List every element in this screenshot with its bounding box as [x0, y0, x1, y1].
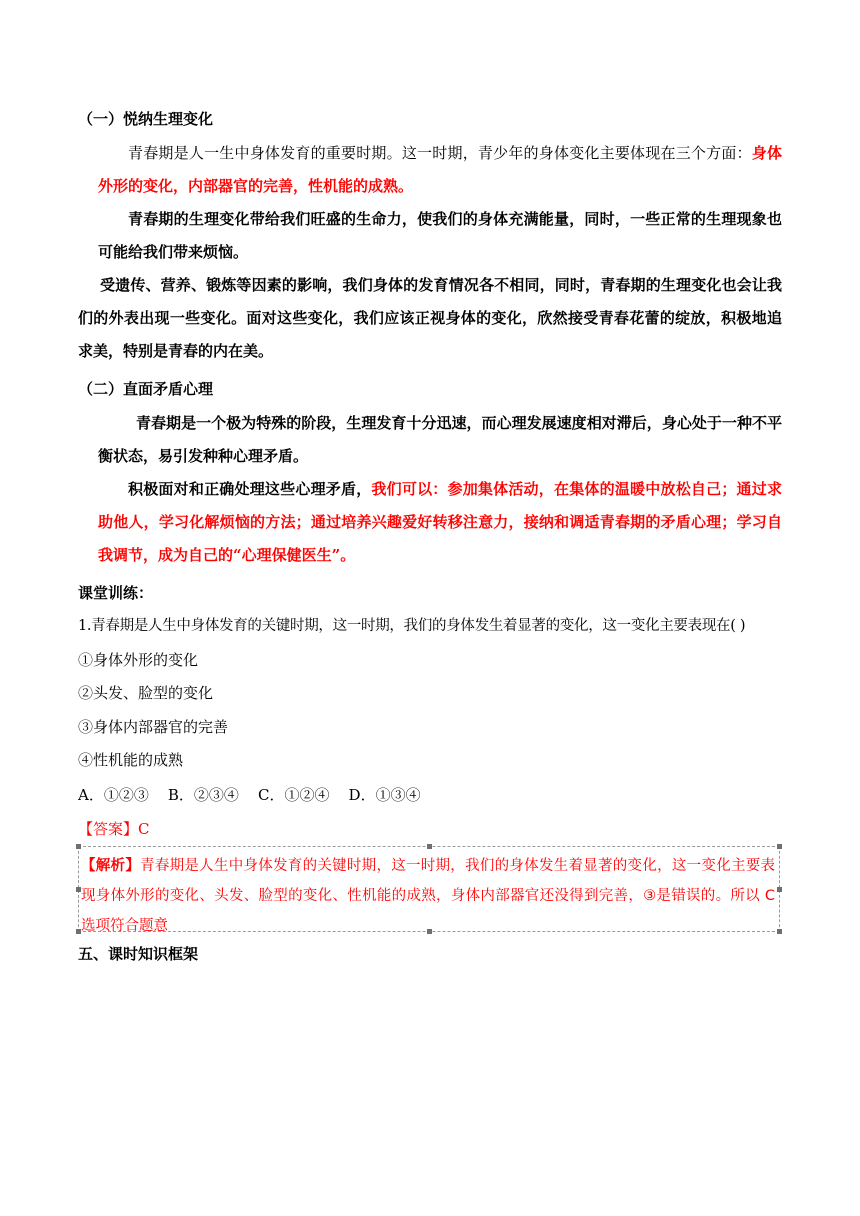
- resize-handle-top-left[interactable]: [76, 844, 81, 849]
- practice-item-1: ①身体外形的变化: [78, 651, 199, 669]
- practice-options: A．①②③ B．②③④ C．①②④ D．①③④: [78, 786, 421, 804]
- answer-value: C: [138, 820, 150, 838]
- section2-paragraph-2: [98, 473, 782, 572]
- analysis-textbox[interactable]: [78, 846, 780, 932]
- resize-handle-top-right[interactable]: [777, 844, 782, 849]
- answer-line: [78, 818, 150, 840]
- analysis-content: [81, 851, 775, 941]
- section5-heading: 五、课时知识框架: [78, 945, 199, 963]
- practice-item-2: ②头发、脸型的变化: [78, 684, 214, 702]
- resize-handle-bottom-middle[interactable]: [427, 929, 432, 934]
- resize-handle-bottom-right[interactable]: [777, 929, 782, 934]
- answer-label: 【答案】: [78, 820, 139, 838]
- practice-item-3: ③身体内部器官的完善: [78, 718, 229, 736]
- section1-p1-text: 青春期是人一生中身体发育的重要时期。这一时期，青少年的身体变化主要体现在三个方面：: [128, 144, 752, 162]
- analysis-text: 青春期是人生中身体发育的关键时期，这一时期，我们的身体发生着显著的变化，这一变化主要表现身体外形的变化、头发、脸型的变化、性机能的成熟，身体内部器官还没得到完善，③是错误的。所以 C 选项符合题意: [81, 858, 776, 934]
- practice-item-4: ④性机能的成熟: [78, 751, 184, 769]
- section1-paragraph-1: [98, 137, 782, 203]
- resize-handle-top-middle[interactable]: [427, 844, 432, 849]
- analysis-label: 【解析】: [81, 858, 141, 874]
- section1-paragraph-2: 青春期的生理变化带给我们旺盛的生命力，使我们的身体充满能量，同时，一些正常的生理现象也可能给我们带来烦恼。: [98, 210, 782, 261]
- resize-handle-middle-left[interactable]: [76, 887, 81, 892]
- practice-heading: 课堂训练：: [78, 584, 154, 602]
- section2-p2-text: 积极面对和正确处理这些心理矛盾，: [128, 480, 372, 498]
- practice-question: 1.青春期是人生中身体发育的关键时期，这一时期，我们的身体发生着显著的变化，这一变化主要表现在( ): [78, 618, 746, 634]
- section2-paragraph-1: 青春期是一个极为特殊的阶段，生理发育十分迅速，而心理发展速度相对滞后，身心处于一种不平衡状态，易引发种种心理矛盾。: [98, 414, 782, 465]
- section1-p1-highlight: 身体外形的变化，内部器官的完善，性机能的成熟。: [98, 144, 782, 195]
- resize-handle-bottom-left[interactable]: [76, 929, 81, 934]
- section1-heading: （一）悦纳生理变化: [78, 110, 214, 128]
- section2-heading: （二）直面矛盾心理: [78, 380, 214, 398]
- resize-handle-middle-right[interactable]: [777, 887, 782, 892]
- section2-p2-highlight: 我们可以：参加集体活动，在集体的温暖中放松自己；通过求助他人，学习化解烦恼的方法；通过培养兴趣爱好转移注意力，接纳和调适青春期的矛盾心理；学习自我调节，成为自己的“心理保健医生”。: [98, 480, 782, 564]
- section1-paragraph-3: 受遗传、营养、锻炼等因素的影响，我们身体的发育情况各不相同，同时，青春期的生理变化也会让我们的外表出现一些变化。面对这些变化，我们应该正视身体的变化，欣然接受青春花蕾的绽放，积极地追求美，特别是青春的内在美。: [78, 276, 782, 360]
